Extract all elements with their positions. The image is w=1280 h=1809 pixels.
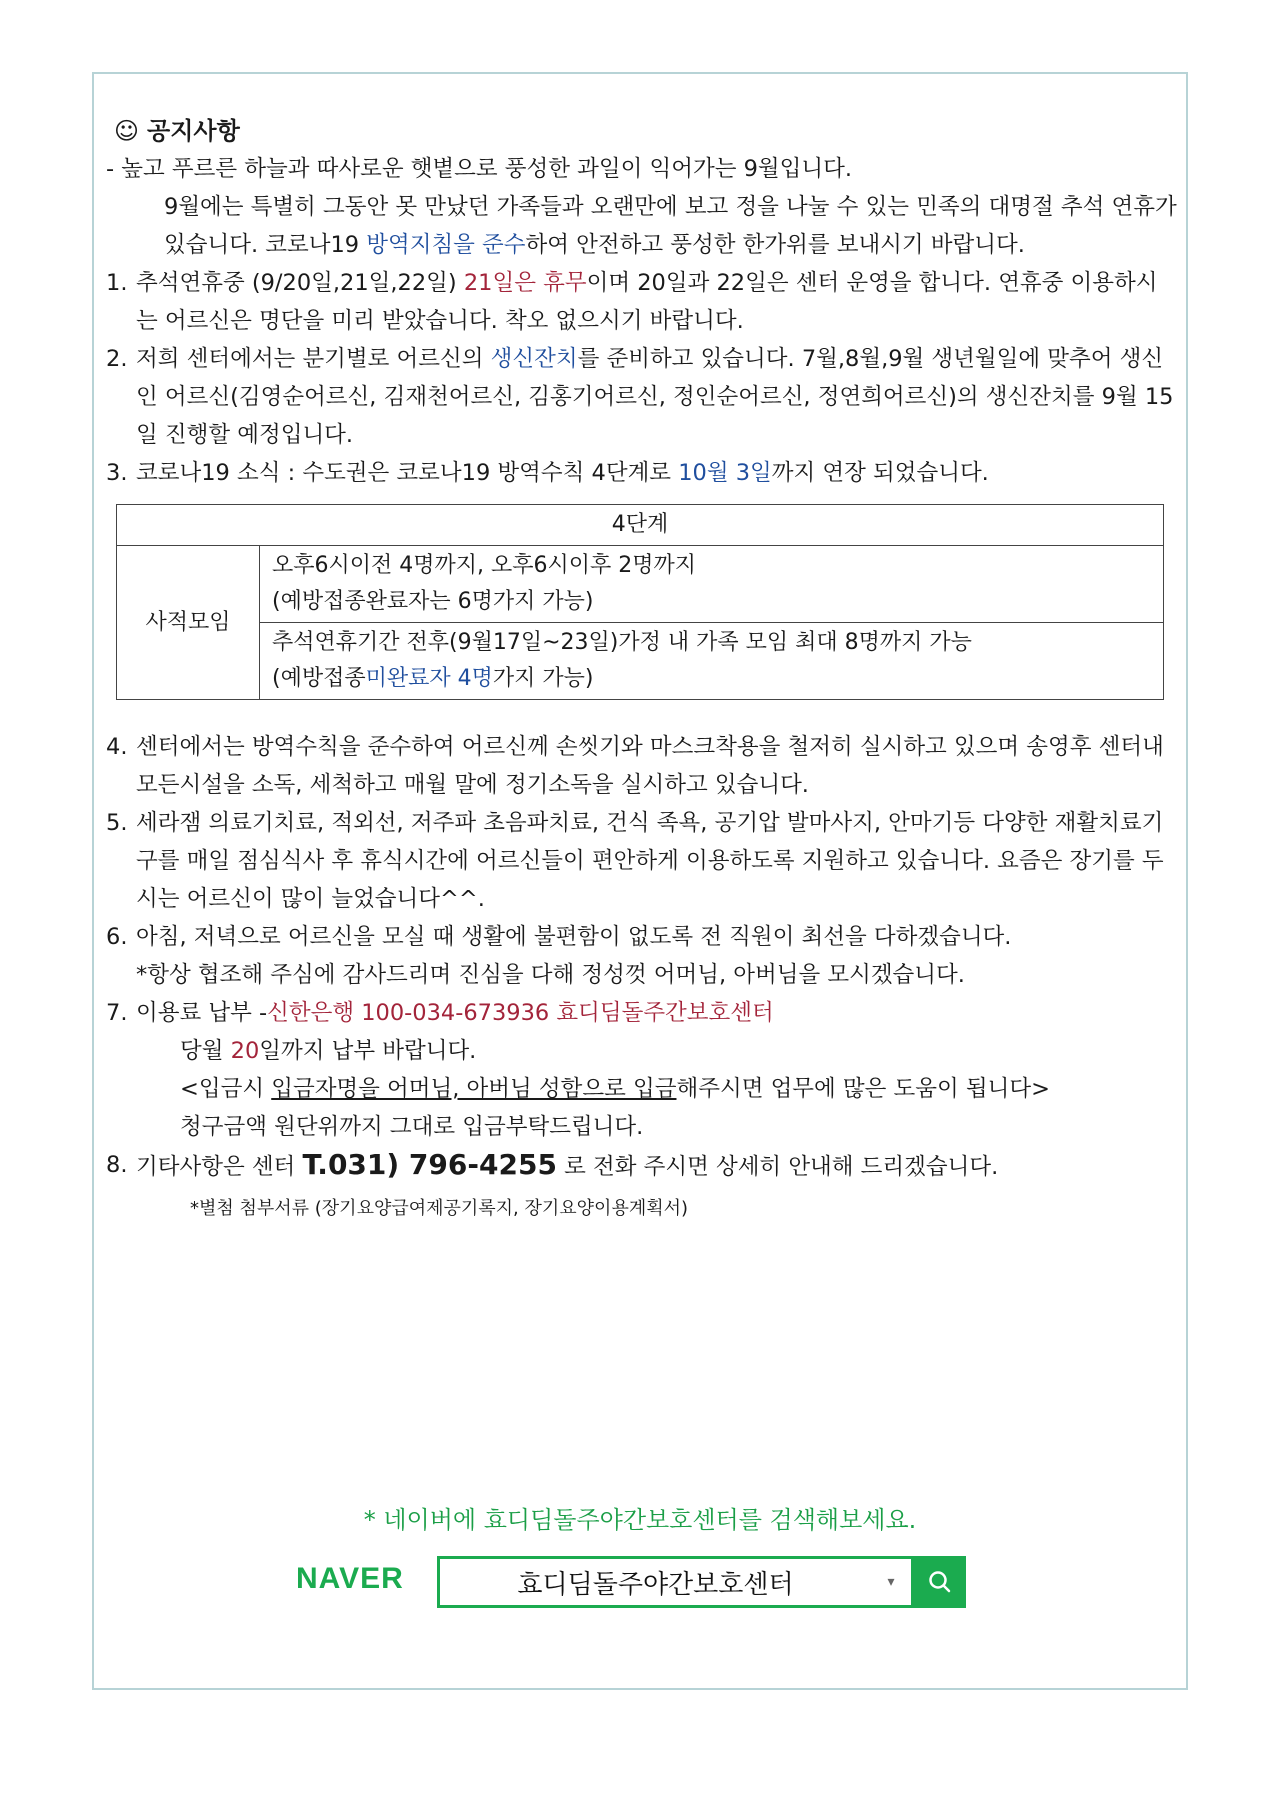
table-header: 4단계 bbox=[117, 505, 1164, 546]
notice-item-7: 7. 이용료 납부 -신한은행 100-034-673936 효디딤돌주간보호센터 당월 20일까지 납부 바랍니다. <입금시 입금자명을 어머님, 아버님 성함으로 입금해주시면 업무에 많은 도움이 됩니다> 청구금액 원단위까지 그대로 입금부탁드립니다. bbox=[106, 994, 1178, 1146]
notice-item-3: 3. 코로나19 소식 : 수도권은 코로나19 방역수칙 4단계로 10월 3일까지 연장 되었습니다. bbox=[106, 460, 989, 486]
search-input[interactable] bbox=[437, 1556, 914, 1608]
smile-icon: ☺ bbox=[114, 117, 140, 145]
notice-item-4: 4. 센터에서는 방역수칙을 준수하여 어르신께 손씻기와 마스크착용을 철저히 실시하고 있으며 송영후 센터내 모든시설을 소독, 세척하고 매월 말에 정기소독을 실시하고 있습니다. bbox=[106, 734, 1164, 798]
attachment-note: *별첨 첨부서류 (장기요양급여제공기록지, 장기요양이용계획서) bbox=[190, 1198, 689, 1219]
notice-item-1: 1. 추석연휴중 (9/20일,21일,22일) 21일은 휴무이며 20일과 22일은 센터 운영을 합니다. 연휴중 이용하시는 어르신은 명단을 미리 받았습니다. 착오 없으시기 바랍니다. bbox=[106, 270, 1158, 334]
table-cell-2: 추석연휴기간 전후(9월17일~23일)가정 내 가족 모임 최대 8명까지 가능 (예방접종미완료자 4명가지 가능) bbox=[260, 623, 1164, 700]
notice-item-2: 2. 저희 센터에서는 분기별로 어르신의 생신잔치를 준비하고 있습니다. 7월,8월,9월 생년월일에 맞추어 생신인 어르신(김영순어르신, 김재천어르신, 김홍기어르신, 정인순어르신, 정연희어르신)의 생신잔치를 9월 15일 진행할 예정입니다. bbox=[106, 346, 1174, 448]
chevron-down-icon[interactable]: ▾ bbox=[887, 1574, 895, 1590]
notice-item-8: 8. 기타사항은 센터 T.031) 796-4255 로 전화 주시면 상세히 안내해 드리겠습니다. bbox=[106, 1148, 999, 1181]
search-icon bbox=[927, 1569, 953, 1595]
item-6-note: *항상 협조해 주심에 감사드리며 진심을 다해 정성껏 어머님, 아버님을 모시겠습니다. bbox=[136, 962, 965, 988]
search-promo-text: * 네이버에 효디딤돌주야간보호센터를 검색해보세요. bbox=[363, 1506, 917, 1534]
table-cell-1: 오후6시이전 4명까지, 오후6시이후 2명까지 (예방접종완료자는 6명가지 가능) bbox=[260, 546, 1164, 623]
notice-title: ☺ 공지사항 bbox=[114, 117, 240, 145]
naver-logo: NAVER bbox=[296, 1562, 404, 1595]
notice-item-5: 5. 세라잼 의료기치료, 적외선, 저주파 초음파치료, 건식 족욕, 공기압 발마사지, 안마기등 다양한 재활치료기구를 매일 점심식사 후 휴식시간에 어르신들이 편안하게 이용하도록 지원하고 있습니다. 요즘은 장기를 두시는 어르신이 많이 늘었습니다^^. bbox=[106, 810, 1164, 912]
notice-content bbox=[106, 112, 1178, 1228]
phone-number: T.031) 796-4255 bbox=[302, 1148, 557, 1181]
search-button[interactable] bbox=[914, 1556, 966, 1608]
payment-amount-line: 청구금액 원단위까지 그대로 입금부탁드립니다. bbox=[180, 1114, 644, 1140]
quarantine-rules-table bbox=[116, 504, 1164, 700]
search-query-text: 효디딤돌주야간보호센터 bbox=[517, 1569, 794, 1600]
payment-due-line: 당월 20일까지 납부 바랍니다. bbox=[180, 1038, 477, 1064]
table-row-label: 사적모임 bbox=[117, 546, 260, 700]
intro-line: - 높고 푸르른 하늘과 따사로운 햇볕으로 풍성한 과일이 익어가는 9월입니다. bbox=[106, 156, 853, 182]
notice-item-6: 6. 아침, 저녁으로 어르신을 모실 때 생활에 불편함이 없도록 전 직원이 최선을 다하겠습니다. *항상 협조해 주심에 감사드리며 진심을 다해 정성껏 어머님, 아버님을 모시겠습니다. bbox=[106, 918, 1178, 994]
intro-paragraph: 9월에는 특별히 그동안 못 만났던 가족들과 오랜만에 보고 정을 나눌 수 있는 민족의 대명절 추석 연휴가 있습니다. 코로나19 방역지침을 준수하여 안전하고 풍성한 한가위를 보내시기 바랍니다. bbox=[164, 194, 1177, 258]
payment-name-line: <입금시 입금자명을 어머님, 아버님 성함으로 입금해주시면 업무에 많은 도움이 됩니다> bbox=[180, 1076, 1050, 1102]
